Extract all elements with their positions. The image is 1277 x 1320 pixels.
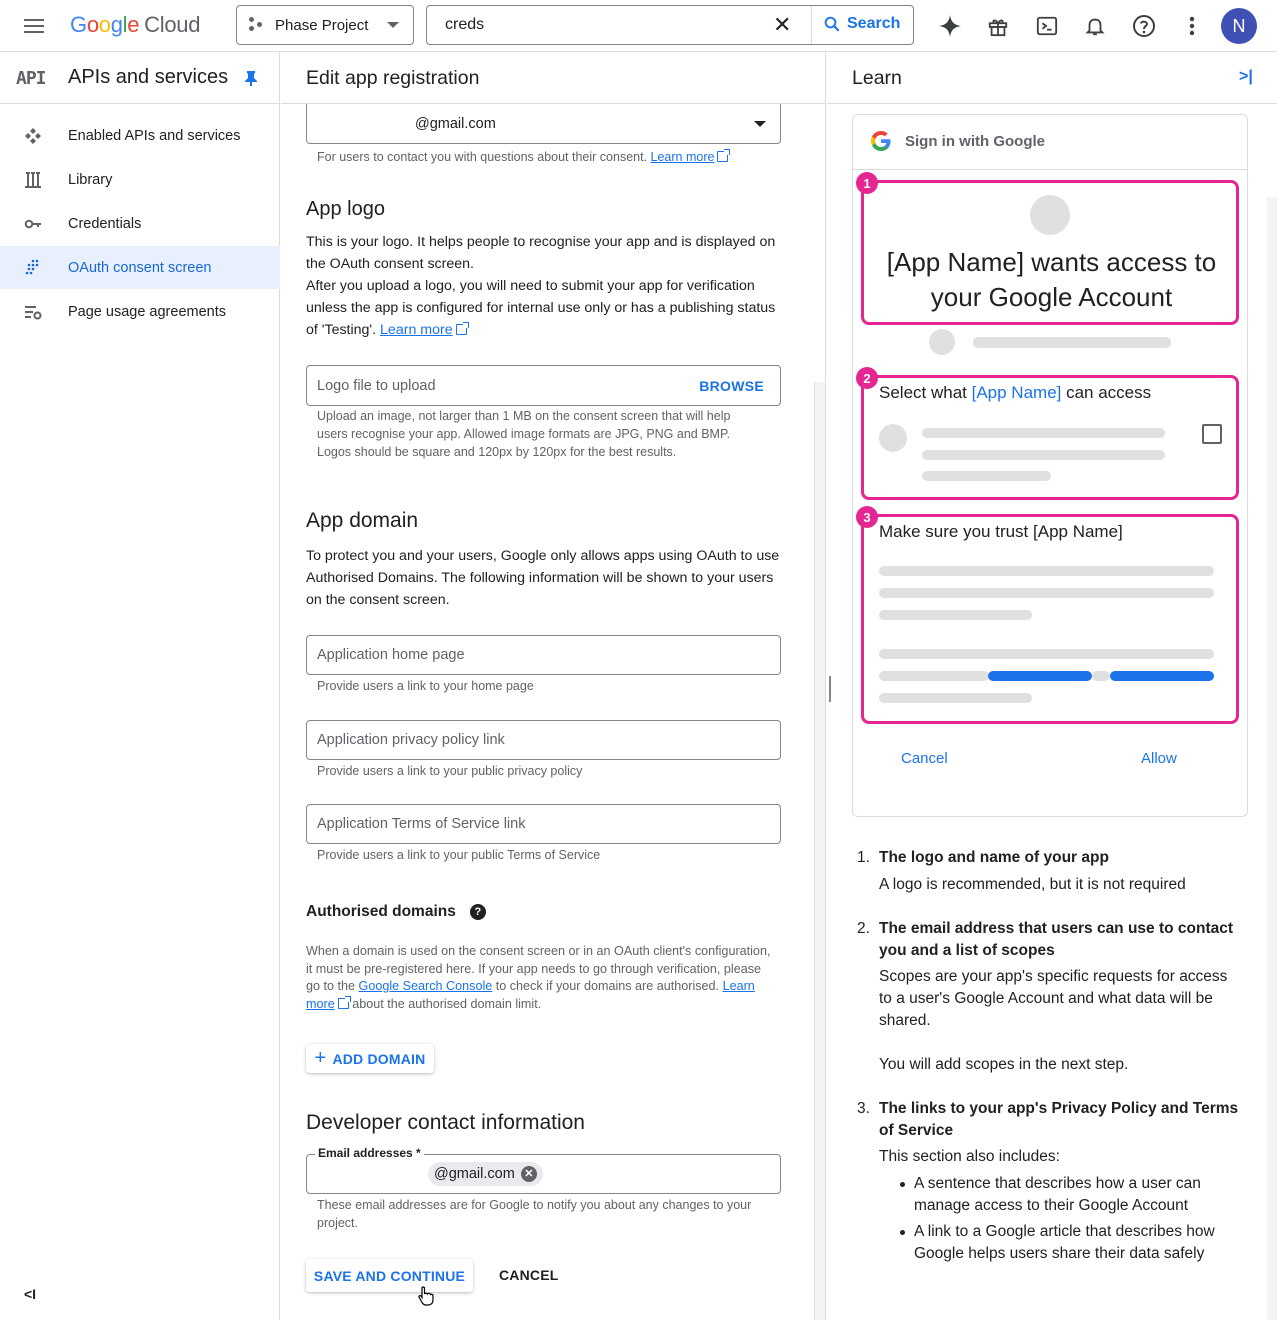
trust-text-placeholder <box>879 649 1214 659</box>
search-console-link[interactable]: Google Search Console <box>358 979 493 993</box>
sidebar-item-credentials[interactable] <box>0 203 280 245</box>
save-and-continue-button[interactable]: SAVE AND CONTINUE <box>306 1259 473 1292</box>
account-avatar[interactable]: N <box>1221 8 1257 44</box>
clear-search-icon[interactable]: ✕ <box>773 12 792 37</box>
learn-more-text: Learn more <box>380 322 453 338</box>
step-number-badge: 2 <box>856 367 878 389</box>
step-heading: The logo and name of your app <box>879 849 1109 866</box>
gift-icon[interactable] <box>985 13 1011 39</box>
agreements-icon <box>24 303 42 321</box>
developer-contact-heading: Developer contact information <box>306 1111 585 1134</box>
project-picker[interactable] <box>236 5 414 45</box>
account-email-placeholder <box>973 337 1171 348</box>
app-logo-para2 <box>306 275 786 341</box>
step-body: This section also includes: <box>879 1148 1060 1165</box>
panel-resize-handle[interactable] <box>829 676 831 702</box>
preview-allow-button: Allow <box>1141 750 1177 767</box>
learn-more-text: Learn more <box>306 979 755 1011</box>
authorised-text-3: about the authorised domain limit. <box>352 996 542 1011</box>
select-access-pre: Select what <box>879 383 972 402</box>
browse-button[interactable]: BROWSE <box>699 378 764 394</box>
terms-of-service-placeholder: Application Terms of Service link <box>317 816 526 832</box>
sidebar-item-enabled-apis[interactable] <box>0 115 280 157</box>
oauth-icon <box>24 258 42 276</box>
api-badge-icon: API <box>16 68 46 89</box>
help-icon[interactable]: ? <box>470 904 486 920</box>
trust-text-placeholder <box>879 588 1214 598</box>
trust-heading: Make sure you trust [App Name] <box>879 522 1123 541</box>
collapse-nav-icon[interactable]: <I <box>24 1286 37 1302</box>
preview-header <box>853 115 1247 170</box>
preview-box-scopes <box>861 370 1239 500</box>
sidebar-item-oauth-consent[interactable] <box>0 246 280 289</box>
add-domain-label: ADD DOMAIN <box>332 1050 426 1067</box>
app-logo-description <box>306 231 786 341</box>
google-g-icon <box>869 129 893 153</box>
step-body-2: You will add scopes in the next step. <box>879 1056 1129 1073</box>
add-domain-button[interactable] <box>306 1044 434 1073</box>
privacy-policy-hint: Provide users a link to your public privacy policy <box>317 764 583 778</box>
caret-down-icon <box>387 22 399 28</box>
support-email-select[interactable] <box>306 104 781 144</box>
search-query[interactable]: creds <box>445 16 485 33</box>
step-bullet: A sentence that describes how a user can manage access to their Google Account <box>914 1173 1234 1217</box>
app-domain-heading: App domain <box>306 509 419 532</box>
home-page-hint: Provide users a link to your home page <box>317 679 534 693</box>
project-name: Phase Project <box>275 16 369 34</box>
step-number: 2. <box>857 920 870 937</box>
gemini-sparkle-icon[interactable] <box>937 13 963 39</box>
library-icon <box>24 171 42 189</box>
form-panel <box>281 52 826 1320</box>
developer-email-label: Email addresses * <box>315 1146 424 1160</box>
learn-title: Learn <box>852 67 902 89</box>
form-scrollbar[interactable] <box>814 382 826 1320</box>
dropdown-caret-icon <box>754 121 766 127</box>
terms-link-placeholder <box>1110 671 1214 681</box>
terms-of-service-input[interactable] <box>306 804 781 844</box>
authorised-text-1: When a domain is used on the consent screen or in an OAuth client's configuration, it must be pre-registered here. If your app needs to go through verification, please go to the <box>306 944 771 993</box>
key-icon <box>24 215 42 233</box>
cloud-shell-icon[interactable] <box>1034 13 1060 39</box>
nav-title: APIs and services <box>68 66 229 88</box>
step-heading: The email address that users can use to contact you and a list of scopes <box>879 920 1234 959</box>
scope-text-placeholder <box>922 450 1165 460</box>
project-icon <box>249 17 265 33</box>
form-header <box>281 52 826 104</box>
trust-text-placeholder <box>1092 671 1110 681</box>
home-page-placeholder: Application home page <box>317 647 465 663</box>
help-icon[interactable] <box>1131 13 1157 39</box>
learn-scrollbar[interactable] <box>1267 197 1277 1320</box>
privacy-link-placeholder <box>988 671 1092 681</box>
sign-in-with-google-text: Sign in with Google <box>905 133 1045 150</box>
privacy-policy-input[interactable] <box>306 720 781 760</box>
support-email-learn-more-link[interactable] <box>651 150 729 164</box>
preview-box-trust <box>861 509 1239 724</box>
external-link-icon <box>338 998 349 1009</box>
email-chip-text: @gmail.com <box>434 1166 515 1182</box>
menu-icon[interactable] <box>22 14 46 38</box>
top-bar <box>0 0 1277 52</box>
enabled-apis-icon <box>24 127 42 145</box>
sidebar-item-page-usage[interactable] <box>0 291 280 333</box>
authorised-text-2: to check if your domains are authorised. <box>495 979 720 993</box>
app-logo-learn-more-link[interactable] <box>380 322 467 338</box>
step-body: Scopes are your app's specific requests for access to a user's Google Account and what data will be shared. <box>879 968 1228 1029</box>
preview-cancel-button: Cancel <box>901 750 948 767</box>
learn-more-text: Learn more <box>650 150 715 164</box>
consent-preview <box>852 114 1248 817</box>
preview-box-app-name <box>861 175 1239 325</box>
support-email-hint <box>317 148 787 166</box>
privacy-policy-placeholder: Application privacy policy link <box>317 732 505 748</box>
page-title: Edit app registration <box>306 67 480 89</box>
sidebar-item-library[interactable] <box>0 159 280 201</box>
developer-email-field[interactable] <box>306 1146 781 1194</box>
authorised-domains-description <box>306 943 776 1013</box>
terms-of-service-hint: Provide users a link to your public Terms of Service <box>317 848 601 862</box>
developer-email-hint: These email addresses are for Google to notify you about any changes to your project. <box>317 1198 752 1230</box>
cancel-button[interactable]: CANCEL <box>499 1267 559 1283</box>
logo-upload-field[interactable] <box>306 365 781 406</box>
trust-text-placeholder <box>879 566 1214 576</box>
logo-upload-placeholder: Logo file to upload <box>317 378 436 394</box>
app-logo-para2-text: After you upload a logo, you will need to submit your app for verification unless the app is configured for internal use only or has a publishing status of 'Testing'. <box>306 278 776 338</box>
email-chip <box>428 1162 543 1186</box>
wants-access-heading: [App Name] wants access to your Google Account <box>886 247 1217 312</box>
select-access-heading <box>879 383 1151 403</box>
learn-panel <box>827 52 1277 1320</box>
sidebar-item-label: Credentials <box>68 216 142 232</box>
authorised-domains-title: Authorised domains <box>306 903 456 920</box>
more-vert-icon[interactable] <box>1179 13 1205 39</box>
step-bullet: A link to a Google article that describes how Google helps users share their data safely <box>914 1221 1234 1265</box>
step-number-badge: 3 <box>856 506 878 528</box>
sidebar-item-label: Page usage agreements <box>68 304 226 320</box>
app-logo-heading: App logo <box>306 198 385 220</box>
search-divider <box>811 6 812 44</box>
app-domain-description: To protect you and your users, Google only allows apps using OAuth to use Authorised Domains. The following information will be shown to your users on the consent screen. <box>306 548 780 608</box>
authorised-domains-heading <box>306 903 486 921</box>
scope-checkbox <box>1202 424 1222 444</box>
cursor-hand-icon <box>418 1286 434 1306</box>
support-email-value: @gmail.com <box>415 116 496 132</box>
search-button[interactable] <box>823 15 900 33</box>
home-page-input[interactable] <box>306 635 781 675</box>
search-icon <box>823 15 841 33</box>
external-link-icon <box>717 151 728 162</box>
step-body: A logo is recommended, but it is not required <box>879 876 1186 893</box>
nav-header <box>0 52 280 104</box>
trust-text-placeholder <box>879 693 1032 703</box>
scope-text-placeholder <box>922 471 1051 481</box>
app-logo-para1: This is your logo. It helps people to recognise your app and is displayed on the OAuth consent screen. <box>306 234 776 272</box>
external-link-icon <box>456 324 467 335</box>
learn-header <box>827 52 1277 104</box>
remove-chip-icon[interactable]: ✕ <box>521 1166 537 1182</box>
step-number: 3. <box>857 1100 870 1117</box>
step-number-badge: 1 <box>856 172 878 194</box>
select-access-post: can access <box>1061 383 1152 402</box>
sidebar-item-label: Library <box>68 172 113 188</box>
trust-text-placeholder <box>879 671 989 681</box>
trust-text-placeholder <box>879 610 1032 620</box>
scope-icon-placeholder <box>879 424 907 452</box>
notifications-icon[interactable] <box>1082 13 1108 39</box>
logo-upload-hint: Upload an image, not larger than 1 MB on the consent screen that will help users recognise your app. Allowed image formats are JPG, PNG and BMP. Logos should be square and 120px by 120px for the best results. <box>317 409 731 459</box>
select-access-app: [App Name] <box>971 383 1062 402</box>
search-input[interactable] <box>426 5 914 45</box>
sidebar-item-label: OAuth consent screen <box>68 259 212 276</box>
step-number: 1. <box>857 849 870 866</box>
scope-text-placeholder <box>922 428 1165 438</box>
google-cloud-logo[interactable]: Google Cloud <box>70 12 201 37</box>
search-button-label: Search <box>847 15 901 32</box>
support-email-hint-text: For users to contact you with questions about their consent. <box>317 150 648 164</box>
step-heading: The links to your app's Privacy Policy and Terms of Service <box>879 1100 1239 1139</box>
account-avatar-placeholder <box>929 329 955 355</box>
collapse-learn-panel-icon[interactable]: >| <box>1239 68 1253 85</box>
app-logo-placeholder <box>1030 195 1070 235</box>
plus-icon: + <box>314 1047 327 1069</box>
pin-icon[interactable] <box>244 70 258 91</box>
left-navigation <box>0 52 280 1320</box>
sidebar-item-label: Enabled APIs and services <box>68 128 241 144</box>
